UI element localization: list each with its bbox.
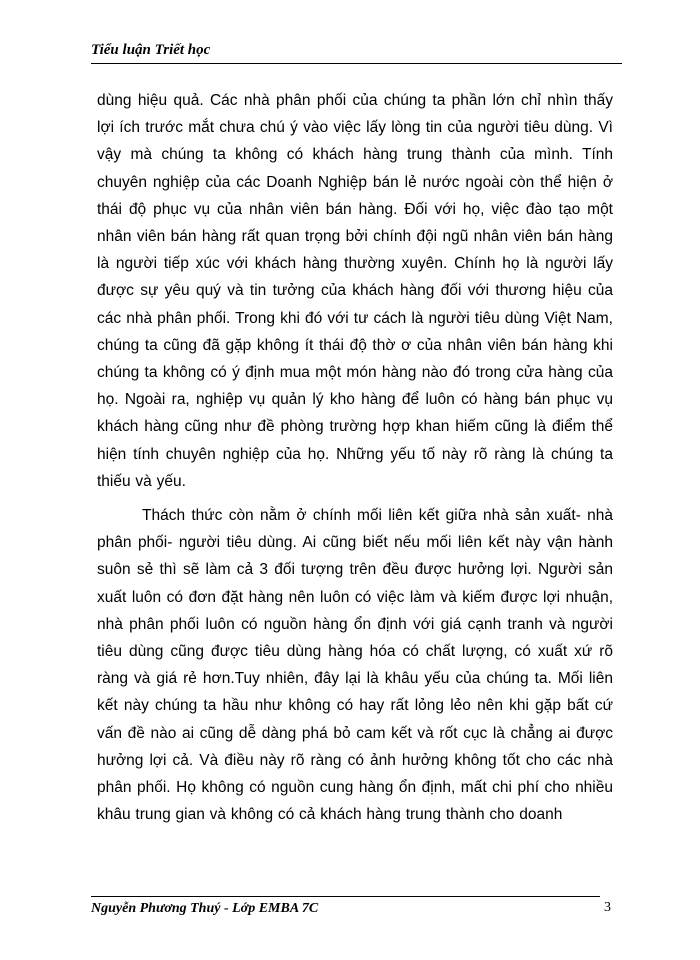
- paragraph-2: Thách thức còn nằm ở chính mối liên kết giữa nhà sản xuất- nhà phân phối- người tiêu dùng. Ai cũng biết nếu mối liên kết này vận hành suôn sẻ thì sẽ làm cả 3 đối tượng trên đều được hưởng lợi. Người sản xuất luôn có đơn đặt hàng nên luôn có việc làm và kiếm được lợi nhuận, nhà phân phối luôn có nguồn hàng ổn định với giá cạnh tranh và người tiêu dùng cũng được tiêu dùng hàng hóa có chất lượng, có xuất xứ rõ ràng và giá rẻ hơn.Tuy nhiên, đây lại là khâu yếu của chúng ta. Mối liên kết này chúng ta hầu như không có hay rất lỏng lẻo nên khi gặp bất cứ vấn đề nào ai cũng dễ dàng phá bỏ cam kết và rốt cục là chẳng ai được hưởng lợi cả. Và điều này rõ ràng có ảnh hưởng không tốt cho các nhà phân phối. Họ không có nguồn cung hàng ổn định, mất chi phí cho nhiều khâu trung gian và không có cả khách hàng trung thành cho doanh: [97, 507, 613, 824]
- footer-divider: [91, 896, 600, 897]
- page-number: 3: [604, 900, 611, 915]
- running-header-title: Tiểu luận Triết học: [91, 42, 211, 58]
- paragraph-1: dùng hiệu quả. Các nhà phân phối của chúng ta phần lớn chỉ nhìn thấy lợi ích trước mắt chưa chú ý vào việc lấy lòng tin của người tiêu dùng. Vì vậy mà chúng ta không có khách hàng trung thành của mình. Tính chuyên nghiệp của các Doanh Nghiệp bán lẻ nước ngoài còn thể hiện ở thái độ phục vụ của nhân viên bán hàng. Đối với họ, việc đào tạo một nhân viên bán hàng rất quan trọng bởi chính đội ngũ nhân viên bán hàng là người tiếp xúc với khách hàng thường xuyên. Chính họ là người lấy được sự yêu quý và tin tưởng của khách hàng đối với thương hiệu của các nhà phân phối. Trong khi đó với tư cách là người tiêu dùng Việt Nam, chúng ta cũng đã gặp không ít thái độ thờ ơ của nhân viên bán hàng khi chúng ta không có ý định mua một món hàng nào đó trong cửa hàng của họ. Ngoài ra, nghiệp vụ quản lý kho hàng để luôn có hàng bán phục vụ khách hàng cũng như đề phòng trường hợp khan hiếm cũng là điểm thể hiện tính chuyên nghiệp của họ. Những yếu tố này rõ ràng là chúng ta thiếu và yếu.: [97, 92, 613, 490]
- body-text: [97, 87, 613, 828]
- header-divider: [91, 63, 622, 64]
- footer-author: Nguyễn Phương Thuý - Lớp EMBA 7C: [91, 901, 319, 916]
